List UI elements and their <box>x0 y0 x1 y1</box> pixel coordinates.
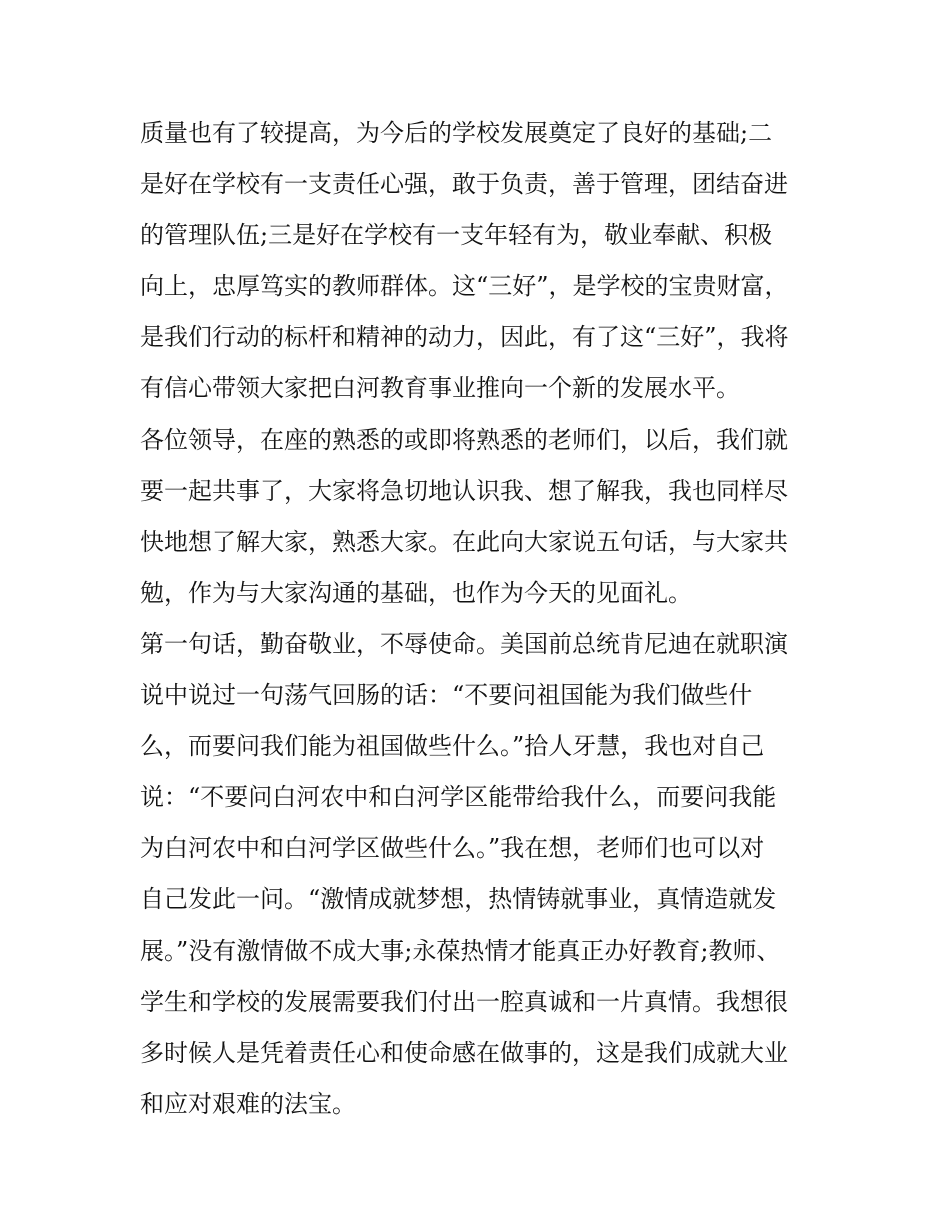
text-line: 第一句话，勤奋敬业，不辱使命。美国前总统肯尼迪在就职演 <box>140 629 788 658</box>
text-line: 学生和学校的发展需要我们付出一腔真诚和一片真情。我想很 <box>140 987 788 1016</box>
text-line: 展。”没有激情做不成大事;永葆热情才能真正办好教育;教师、 <box>140 936 781 965</box>
text-line: 勉，作为与大家沟通的基础，也作为今天的见面礼。 <box>140 578 692 607</box>
text-line: 自己发此一问。“激情成就梦想，热情铸就事业，真情造就发 <box>140 885 777 914</box>
text-line: 说：“不要问白河农中和白河学区能带给我什么，而要问我能 <box>140 783 777 812</box>
text-line: 质量也有了较提高，为今后的学校发展奠定了良好的基础;二 <box>140 119 773 147</box>
text-line: 是我们行动的标杆和精神的动力，因此，有了这“三好”，我将 <box>140 323 789 352</box>
text-line: 么，而要问我们能为祖国做些什么。”拾人牙慧，我也对自己 <box>140 732 765 761</box>
text-line: 要一起共事了，大家将急切地认识我、想了解我，我也同样尽 <box>140 476 788 505</box>
text-line: 和应对艰难的法宝。 <box>140 1089 356 1118</box>
text-line: 各位领导，在座的熟悉的或即将熟悉的老师们，以后，我们就 <box>140 425 788 454</box>
text-line: 的管理队伍;三是好在学校有一支年轻有为，敬业奉献、积极 <box>140 221 773 250</box>
text-line: 为白河农中和白河学区做些什么。”我在想，老师们也可以对 <box>140 834 765 863</box>
document-body <box>140 108 820 1130</box>
text-line: 有信心带领大家把白河教育事业推向一个新的发展水平。 <box>140 374 740 403</box>
text-line: 向上，忠厚笃实的教师群体。这“三好”，是学校的宝贵财富， <box>140 272 789 301</box>
text-line: 快地想了解大家，熟悉大家。在此向大家说五句话，与大家共 <box>140 527 788 556</box>
text-line: 多时候人是凭着责任心和使命感在做事的，这是我们成就大业 <box>140 1038 788 1067</box>
text-line: 说中说过一句荡气回肠的话：“不要问祖国能为我们做些什 <box>140 681 753 710</box>
text-line: 是好在学校有一支责任心强，敢于负责，善于管理，团结奋进 <box>140 170 788 199</box>
